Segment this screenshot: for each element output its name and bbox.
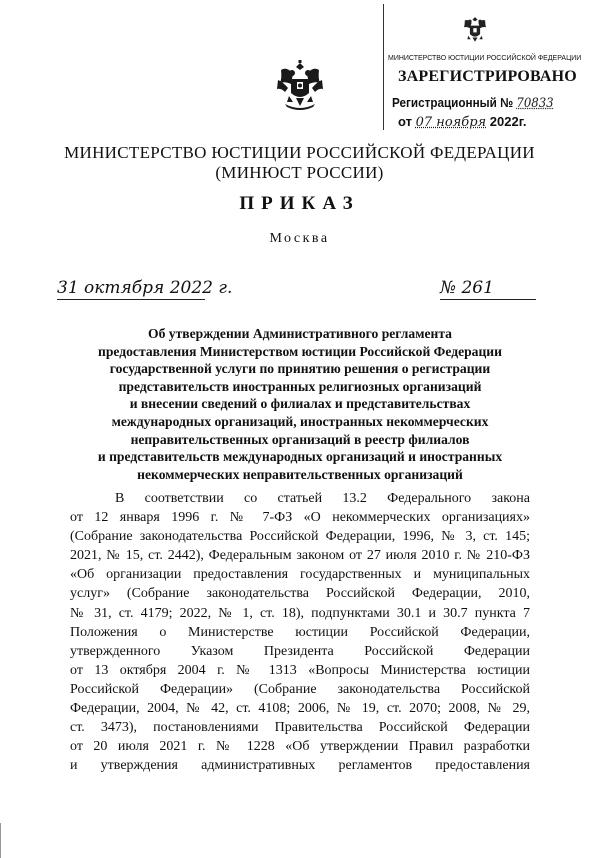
body-line: ст. 3473), постановлениями Правительства Российской Федерации <box>70 720 530 736</box>
body-line: В соответствии со статьей 13.2 Федерального закона <box>115 491 530 506</box>
heading-line: некоммерческих неправительственных организаций <box>137 466 463 482</box>
heading-line: международных организаций, иностранных некоммерческих <box>111 413 489 429</box>
order-number: № 261 <box>440 278 536 300</box>
body-line: от 12 января 1996 г. № 7-ФЗ «О некоммерческих организациях» <box>70 510 530 526</box>
stamp-reg-label: Регистрационный № <box>392 95 514 110</box>
scan-edge-mark <box>0 823 1 858</box>
body-line: утвержденного Указом Президента Российской Федерации <box>70 643 530 659</box>
ministry-title-line2: (МИНЮСТ РОССИИ) <box>215 163 384 182</box>
heading-line: неправительственных организаций в реестр филиалов <box>130 431 470 447</box>
body-line: Положения о Министерстве юстиции Российской Федерации, <box>70 624 530 640</box>
heading-line: государственной услуги по принятию решения о регистрации <box>109 361 491 377</box>
body-line: от 20 июля 2021 г. № 1228 «Об утверждении Правил разработки <box>70 739 530 755</box>
document-city: Москва <box>269 231 330 246</box>
heading-line: предоставления Министерством юстиции Российской Федерации <box>98 343 502 359</box>
document-type: ПРИКАЗ <box>239 193 360 214</box>
ministry-title <box>0 143 599 183</box>
body-line: 2021, № 15, ст. 2442), Федеральным законом от 27 июля 2010 г. № 210-ФЗ <box>70 548 530 564</box>
registration-stamp <box>383 4 582 130</box>
stamp-registered-label: ЗАРЕГИСТРИРОВАНО <box>398 68 577 85</box>
stamp-date-prefix: от <box>398 114 412 129</box>
stamp-date-value: 07 ноября <box>415 115 487 130</box>
body-line: услуг» (Собрание законодательства Российской Федерации, 2010, <box>70 586 530 602</box>
stamp-reg-number: 70833 <box>516 96 554 111</box>
stamp-registration-row <box>392 95 554 111</box>
body-line: (Собрание законодательства Российской Федерации, 1996, № 3, ст. 145; <box>70 529 530 545</box>
heading-line: представительств иностранных религиозных организаций <box>118 378 482 394</box>
body-line: Российской Федерации» (Собрание законодательства Российской <box>70 681 530 697</box>
coat-of-arms-icon <box>275 60 325 114</box>
body-line: Федерации, 2004, № 42, ст. 4108; 2006, № 19, ст. 2070; 2008, № 29, <box>70 701 530 717</box>
heading-line: Об утверждении Административного регламента <box>148 326 452 341</box>
body-line: от 13 октября 2004 г. № 1313 «Вопросы Министерства юстиции <box>70 662 530 678</box>
stamp-eagle-icon <box>458 12 492 46</box>
stamp-date-year: 2022г. <box>489 114 527 129</box>
document-heading <box>70 325 530 483</box>
body-line: № 31, ст. 4179; 2022, № 1, ст. 18), подпунктами 30.1 и 30.7 пункта 7 <box>70 605 530 621</box>
ministry-title-line1: МИНИСТЕРСТВО ЮСТИЦИИ РОССИЙСКОЙ ФЕДЕРАЦИИ <box>64 143 535 162</box>
stamp-date-row <box>398 114 526 130</box>
heading-line: и представительств международных организаций и иностранных <box>97 449 503 465</box>
body-line: «Об организации предоставления государственных и муниципальных <box>70 567 530 583</box>
heading-line: и внесении сведений о филиалах и представительствах <box>129 396 471 412</box>
order-date: 31 октября 2022 г. <box>57 278 233 298</box>
document-body <box>70 489 530 775</box>
body-line: и утверждения административных регламентов предоставления <box>70 758 530 774</box>
stamp-ministry-name: МИНИСТЕРСТВО ЮСТИЦИИ РОССИЙСКОЙ ФЕДЕРАЦИИ <box>388 53 582 62</box>
